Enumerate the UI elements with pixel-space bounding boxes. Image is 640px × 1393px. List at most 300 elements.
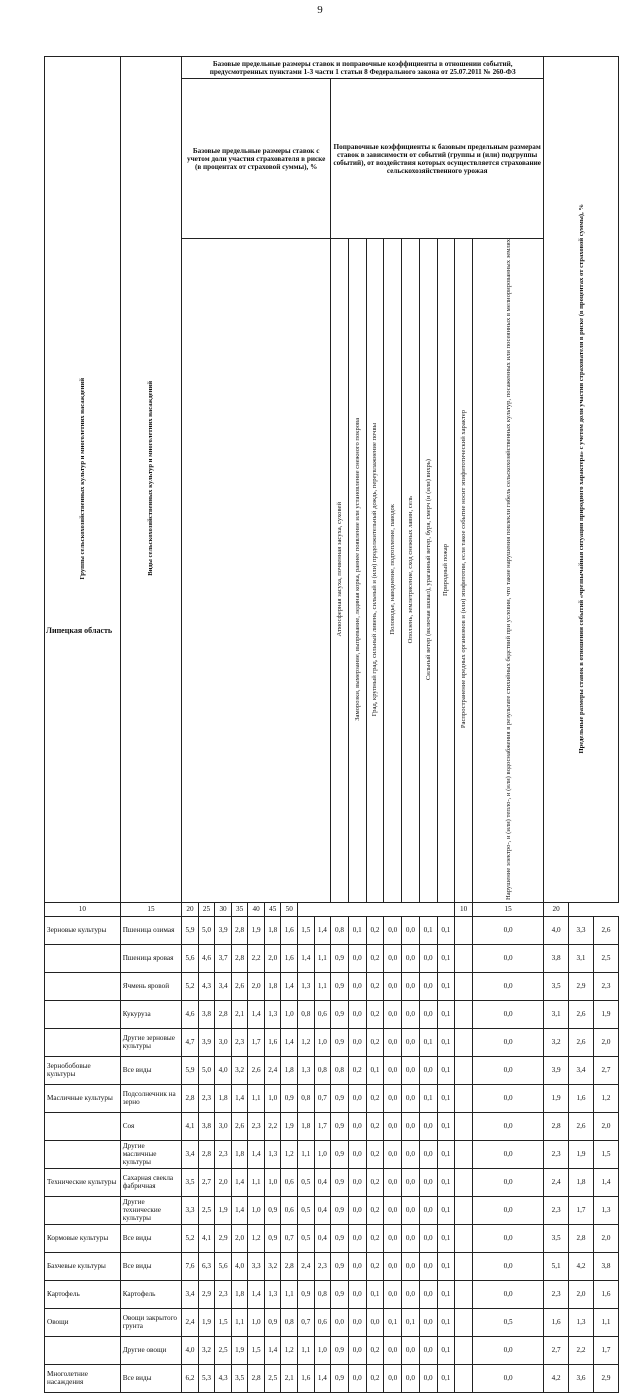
coef-cell: 0,0 bbox=[384, 916, 402, 944]
row-group bbox=[45, 972, 121, 1000]
pests-cell: 0,0 bbox=[472, 1028, 543, 1056]
limit-rate-cell: 3,6 bbox=[569, 1364, 594, 1392]
row-group: Кормовые культуры bbox=[45, 1224, 121, 1252]
limit-rate-cell: 2,3 bbox=[544, 1280, 569, 1308]
coef-cell: 0,9 bbox=[331, 1140, 349, 1168]
base-rate-cell: 0,9 bbox=[264, 1224, 281, 1252]
row-kind: Другие технические культуры bbox=[120, 1196, 182, 1224]
base-rate-cell: 2,3 bbox=[215, 1280, 232, 1308]
base-rate-cell: 0,8 bbox=[314, 1056, 331, 1084]
coef-cell: 0,2 bbox=[366, 1140, 384, 1168]
base-rate-cell: 1,6 bbox=[264, 1028, 281, 1056]
pests-cell: 0,0 bbox=[472, 1084, 543, 1112]
coef-cell: 0,0 bbox=[402, 1252, 420, 1280]
base-rate-cell: 0,6 bbox=[314, 1000, 331, 1028]
base-rate-cell: 3,4 bbox=[182, 1280, 199, 1308]
limit-rate-cell: 2,9 bbox=[593, 1364, 618, 1392]
base-rate-cell: 2,6 bbox=[231, 1112, 248, 1140]
coef-cell: 0,0 bbox=[402, 916, 420, 944]
coef-cell bbox=[455, 916, 473, 944]
row-kind: Пшеница озимая bbox=[120, 916, 182, 944]
base-rate-cell: 2,2 bbox=[248, 944, 265, 972]
coef-col-label: Распространение вредных организмов и (или) эпифитотии, если такое событие носит эпифитотический характер bbox=[460, 410, 468, 729]
limit-rate-cell: 2,0 bbox=[569, 1280, 594, 1308]
coef-cell: 0,0 bbox=[402, 1112, 420, 1140]
base-rate-cell: 2,8 bbox=[281, 1252, 298, 1280]
coef-cell: 0,1 bbox=[437, 944, 455, 972]
coef-cell: 0,8 bbox=[331, 1056, 349, 1084]
base-rate-cell: 2,5 bbox=[215, 1336, 232, 1364]
limit-rate-cell: 3,2 bbox=[544, 1028, 569, 1056]
base-rate-cell: 1,6 bbox=[281, 916, 298, 944]
base-rate-cell: 1,8 bbox=[231, 1280, 248, 1308]
coef-cell: 0,0 bbox=[348, 1028, 366, 1056]
coef-cell: 0,0 bbox=[366, 1308, 384, 1336]
base-rate-cell: 1,1 bbox=[314, 944, 331, 972]
base-rate-cell: 1,4 bbox=[314, 1364, 331, 1392]
coef-cell: 0,2 bbox=[366, 1112, 384, 1140]
header-kind: Виды сельскохозяйственных культур и многолетних насаждений bbox=[147, 381, 155, 576]
coef-cell bbox=[455, 972, 473, 1000]
table-row bbox=[45, 916, 619, 944]
coef-cell: 0,0 bbox=[419, 1168, 437, 1196]
limit-rate-cell: 4,0 bbox=[544, 916, 569, 944]
base-rate-cell: 2,1 bbox=[231, 1000, 248, 1028]
base-rate-cell: 2,4 bbox=[298, 1252, 315, 1280]
coef-col-header bbox=[366, 239, 384, 903]
coef-cell: 0,0 bbox=[402, 1280, 420, 1308]
base-rate-cell: 2,8 bbox=[215, 1000, 232, 1028]
table-row bbox=[45, 1196, 619, 1224]
base-rate-cell: 3,2 bbox=[264, 1252, 281, 1280]
limit-rate-cell: 1,7 bbox=[569, 1196, 594, 1224]
coef-cell: 0,0 bbox=[384, 1280, 402, 1308]
base-rate-cell: 1,9 bbox=[215, 1196, 232, 1224]
coef-cell: 0,0 bbox=[348, 1280, 366, 1308]
coef-cell: 0,0 bbox=[402, 1028, 420, 1056]
coef-cell bbox=[455, 1224, 473, 1252]
limit-rate-cell: 3,1 bbox=[569, 944, 594, 972]
coef-col-label: Заморозки, вымерзание, выпревание, ледяная корка, раннее появление или установление снежного покрова bbox=[353, 418, 361, 721]
base-rate-cell: 2,8 bbox=[248, 1364, 265, 1392]
coef-cell: 0,9 bbox=[331, 1112, 349, 1140]
coef-cell: 0,2 bbox=[366, 1336, 384, 1364]
coef-cell: 0,0 bbox=[402, 1000, 420, 1028]
base-rate-cell: 0,6 bbox=[281, 1196, 298, 1224]
limit-rate-cell: 1,8 bbox=[569, 1168, 594, 1196]
coef-cell: 0,9 bbox=[331, 1000, 349, 1028]
coef-cell: 0,9 bbox=[331, 1224, 349, 1252]
coef-cell: 0,0 bbox=[419, 1140, 437, 1168]
base-rate-cell: 3,3 bbox=[182, 1196, 199, 1224]
base-rate-cell: 1,8 bbox=[215, 1084, 232, 1112]
coef-cell: 0,0 bbox=[402, 1364, 420, 1392]
row-group: Овощи bbox=[45, 1308, 121, 1336]
coef-cell: 0,1 bbox=[437, 1112, 455, 1140]
coef-cell bbox=[455, 1308, 473, 1336]
base-rate-cell: 1,4 bbox=[248, 1000, 265, 1028]
limit-rate-cell: 2,0 bbox=[593, 1112, 618, 1140]
coef-cell: 0,0 bbox=[348, 1336, 366, 1364]
limit-rate-cell: 2,7 bbox=[593, 1056, 618, 1084]
coef-cell: 0,1 bbox=[437, 1336, 455, 1364]
coef-cell: 0,2 bbox=[366, 1252, 384, 1280]
base-rate-cell: 0,6 bbox=[281, 1168, 298, 1196]
coef-cell: 0,0 bbox=[348, 1308, 366, 1336]
base-rate-cell: 3,2 bbox=[231, 1056, 248, 1084]
coef-cell: 0,0 bbox=[384, 1140, 402, 1168]
coef-cell: 0,0 bbox=[402, 972, 420, 1000]
coef-cell: 0,0 bbox=[402, 1224, 420, 1252]
coef-cell: 0,0 bbox=[384, 1084, 402, 1112]
coef-cell bbox=[455, 1084, 473, 1112]
base-rate-cell: 0,9 bbox=[264, 1196, 281, 1224]
base-rate-cell: 2,2 bbox=[264, 1112, 281, 1140]
base-rate-cell: 1,6 bbox=[298, 1364, 315, 1392]
coef-cell bbox=[455, 944, 473, 972]
base-rate-cell: 3,7 bbox=[215, 944, 232, 972]
row-kind: Сахарная свекла фабричная bbox=[120, 1168, 182, 1196]
coef-cell: 0,0 bbox=[384, 1028, 402, 1056]
coef-cell: 0,0 bbox=[419, 1000, 437, 1028]
coef-cell: 0,0 bbox=[384, 1112, 402, 1140]
limit-rate-cell: 1,5 bbox=[593, 1140, 618, 1168]
coef-cell: 0,0 bbox=[419, 1308, 437, 1336]
pests-cell: 0,0 bbox=[472, 1224, 543, 1252]
limit-rate-cell: 1,6 bbox=[544, 1308, 569, 1336]
row-group: Масличные культуры bbox=[45, 1084, 121, 1112]
limit-rate-cell: 1,2 bbox=[593, 1084, 618, 1112]
base-rate-cell: 0,8 bbox=[298, 1000, 315, 1028]
base-rate-cell: 2,1 bbox=[281, 1364, 298, 1392]
coef-cell: 0,0 bbox=[348, 1364, 366, 1392]
coef-cell: 0,1 bbox=[437, 1028, 455, 1056]
coef-cell: 0,0 bbox=[348, 1168, 366, 1196]
header-base: Базовые предельные размеры ставок с учетом доли участия страхователя в риске (в процентах от страховой суммы), % bbox=[182, 79, 331, 239]
coef-cell: 0,1 bbox=[437, 1000, 455, 1028]
limit-rate-cell: 2,8 bbox=[569, 1224, 594, 1252]
table-row bbox=[45, 1308, 619, 1336]
limit-rate-cell: 2,2 bbox=[569, 1336, 594, 1364]
base-rate-cell: 2,0 bbox=[231, 1224, 248, 1252]
coef-col-header bbox=[455, 239, 473, 903]
limit-rate-cell: 2,3 bbox=[544, 1140, 569, 1168]
base-rate-cell: 1,7 bbox=[314, 1112, 331, 1140]
base-col-number: 20 bbox=[182, 902, 199, 916]
row-group bbox=[45, 1140, 121, 1168]
coef-col-header bbox=[402, 239, 420, 903]
limit-rate-cell: 2,4 bbox=[544, 1168, 569, 1196]
coef-cell: 0,2 bbox=[348, 1056, 366, 1084]
limit-rate-cell: 1,6 bbox=[569, 1084, 594, 1112]
base-rate-cell: 2,4 bbox=[264, 1056, 281, 1084]
coef-cell: 0,1 bbox=[366, 1056, 384, 1084]
base-rate-cell: 4,3 bbox=[198, 972, 215, 1000]
pests-cell: 0,0 bbox=[472, 1112, 543, 1140]
table-row bbox=[45, 1056, 619, 1084]
coef-cell bbox=[455, 1364, 473, 1392]
row-kind: Соя bbox=[120, 1112, 182, 1140]
base-rate-cell: 4,7 bbox=[182, 1028, 199, 1056]
header-coef: Поправочные коэффициенты к базовым предельным размерам ставок в зависимости от событий (группы и (или) подгруппы событий), от воздействия которых осуществляется страхование сельскохозяйственного урожая bbox=[331, 79, 544, 239]
base-rate-cell: 6,3 bbox=[198, 1252, 215, 1280]
coef-cell: 0,1 bbox=[437, 1140, 455, 1168]
row-group bbox=[45, 1000, 121, 1028]
coef-col-header bbox=[437, 239, 455, 903]
limit-rate-cell: 4,2 bbox=[544, 1364, 569, 1392]
coef-cell: 0,0 bbox=[419, 1056, 437, 1084]
base-rate-cell: 3,5 bbox=[182, 1168, 199, 1196]
rates-table bbox=[44, 56, 619, 1393]
base-rate-cell: 1,2 bbox=[281, 1140, 298, 1168]
base-rate-cell: 1,3 bbox=[298, 1056, 315, 1084]
coef-cell: 0,2 bbox=[366, 1196, 384, 1224]
row-group: Бахчевые культуры bbox=[45, 1252, 121, 1280]
limit-rate-cell: 3,3 bbox=[569, 916, 594, 944]
base-rate-cell: 1,5 bbox=[298, 916, 315, 944]
coef-cell: 0,9 bbox=[331, 1084, 349, 1112]
coef-cell: 0,1 bbox=[348, 916, 366, 944]
coef-cell: 0,0 bbox=[348, 1000, 366, 1028]
pests-cell: 0,0 bbox=[472, 1252, 543, 1280]
table-row bbox=[45, 972, 619, 1000]
limit-rate-cell: 2,6 bbox=[569, 1028, 594, 1056]
base-rate-cell: 3,3 bbox=[248, 1252, 265, 1280]
row-kind: Другие зерновые культуры bbox=[120, 1028, 182, 1056]
base-rate-cell: 2,3 bbox=[314, 1252, 331, 1280]
coef-cell bbox=[455, 1028, 473, 1056]
coef-cell: 0,1 bbox=[366, 1280, 384, 1308]
coef-cell: 0,1 bbox=[419, 1084, 437, 1112]
base-rate-cell: 2,5 bbox=[198, 1196, 215, 1224]
coef-cell: 0,0 bbox=[402, 1084, 420, 1112]
row-kind: Другие овощи bbox=[120, 1336, 182, 1364]
coef-cell: 0,1 bbox=[419, 916, 437, 944]
coef-cell: 0,1 bbox=[437, 1168, 455, 1196]
base-rate-cell: 5,3 bbox=[198, 1364, 215, 1392]
coef-cell: 0,0 bbox=[384, 1364, 402, 1392]
coef-cell: 0,0 bbox=[331, 1308, 349, 1336]
pests-cell: 0,0 bbox=[472, 972, 543, 1000]
base-rate-cell: 2,0 bbox=[215, 1168, 232, 1196]
base-col-number: 10 bbox=[45, 902, 121, 916]
limit-rate-cell: 1,9 bbox=[569, 1140, 594, 1168]
coef-cell: 0,9 bbox=[331, 1168, 349, 1196]
limit-rate-cell: 1,6 bbox=[593, 1280, 618, 1308]
coef-cell: 0,2 bbox=[366, 1364, 384, 1392]
base-rate-cell: 1,9 bbox=[248, 916, 265, 944]
row-group bbox=[45, 1336, 121, 1364]
coef-cell: 0,0 bbox=[419, 1224, 437, 1252]
base-rate-cell: 2,5 bbox=[264, 1364, 281, 1392]
row-group: Зернобобовые культуры bbox=[45, 1056, 121, 1084]
base-rate-cell: 3,5 bbox=[231, 1364, 248, 1392]
limit-rate-cell: 2,5 bbox=[593, 944, 618, 972]
coef-col-header bbox=[331, 239, 349, 903]
base-rate-cell: 1,3 bbox=[264, 1000, 281, 1028]
base-rate-cell: 1,4 bbox=[231, 1084, 248, 1112]
coef-cell: 0,1 bbox=[437, 1280, 455, 1308]
header-limit: Предельные размеры ставок в отношении событий «чрезвычайная ситуация природного характера» с учетом доли участия страхователя в риске (в процентах от страховой суммы), % bbox=[577, 203, 585, 754]
limit-rate-cell: 2,6 bbox=[569, 1000, 594, 1028]
base-rate-cell: 3,4 bbox=[182, 1140, 199, 1168]
base-rate-cell: 3,0 bbox=[215, 1112, 232, 1140]
row-kind: Все виды bbox=[120, 1224, 182, 1252]
base-rate-cell: 2,0 bbox=[264, 944, 281, 972]
table-row bbox=[45, 1224, 619, 1252]
base-rate-cell: 1,0 bbox=[314, 1140, 331, 1168]
base-rate-cell: 0,4 bbox=[314, 1168, 331, 1196]
row-kind: Кукуруза bbox=[120, 1000, 182, 1028]
coef-cell: 0,1 bbox=[437, 916, 455, 944]
base-rate-cell: 1,2 bbox=[248, 1224, 265, 1252]
coef-cell: 0,1 bbox=[437, 1224, 455, 1252]
base-rate-cell: 2,4 bbox=[182, 1308, 199, 1336]
base-rate-cell: 1,8 bbox=[281, 1056, 298, 1084]
coef-cell: 0,0 bbox=[348, 1112, 366, 1140]
coef-cell: 0,1 bbox=[437, 972, 455, 1000]
base-rate-cell: 4,6 bbox=[182, 1000, 199, 1028]
base-rate-cell: 1,9 bbox=[198, 1308, 215, 1336]
coef-cell: 0,2 bbox=[366, 1224, 384, 1252]
base-rate-cell: 1,9 bbox=[231, 1336, 248, 1364]
base-rate-cell: 0,4 bbox=[314, 1224, 331, 1252]
coef-cell: 0,0 bbox=[419, 972, 437, 1000]
pests-cell: 0,0 bbox=[472, 1280, 543, 1308]
base-rate-cell: 2,7 bbox=[198, 1168, 215, 1196]
coef-cell: 0,0 bbox=[384, 1056, 402, 1084]
row-group bbox=[45, 1028, 121, 1056]
base-rate-cell: 1,1 bbox=[248, 1168, 265, 1196]
base-rate-cell: 1,4 bbox=[264, 1336, 281, 1364]
coef-cell: 0,0 bbox=[384, 1336, 402, 1364]
table-row bbox=[45, 944, 619, 972]
limit-rate-cell: 1,3 bbox=[569, 1308, 594, 1336]
base-col-number: 30 bbox=[215, 902, 232, 916]
row-kind: Все виды bbox=[120, 1364, 182, 1392]
base-rate-cell: 0,7 bbox=[298, 1308, 315, 1336]
coef-cell: 0,9 bbox=[331, 1252, 349, 1280]
limit-rate-cell: 2,0 bbox=[593, 1028, 618, 1056]
base-rate-cell: 1,4 bbox=[281, 1028, 298, 1056]
base-rate-cell: 2,3 bbox=[198, 1084, 215, 1112]
coef-cell bbox=[455, 1140, 473, 1168]
coef-cell: 0,9 bbox=[331, 1364, 349, 1392]
limit-rate-cell: 3,5 bbox=[544, 1224, 569, 1252]
limit-col-number: 20 bbox=[544, 902, 569, 916]
base-rate-cell: 2,8 bbox=[231, 944, 248, 972]
coef-cell: 0,1 bbox=[437, 1252, 455, 1280]
row-kind: Все виды bbox=[120, 1056, 182, 1084]
base-rate-cell: 1,4 bbox=[248, 1280, 265, 1308]
base-rate-cell: 0,5 bbox=[298, 1168, 315, 1196]
coef-cell bbox=[455, 1056, 473, 1084]
base-rate-cell: 5,6 bbox=[182, 944, 199, 972]
base-rate-cell: 2,9 bbox=[215, 1224, 232, 1252]
pests-cell: 0,0 bbox=[472, 944, 543, 972]
row-kind: Все виды bbox=[120, 1252, 182, 1280]
page-number: 9 bbox=[317, 4, 323, 16]
pests-cell: 0,0 bbox=[472, 1364, 543, 1392]
pests-col-label: Нарушение электро-, и (или) тепло-, и (или) водоснабжения в результате стихийных бедствий при условии, что такие нарушения повлекли гибель сельскохозяйственных культур, посаженных или посеянных в мелиорированных землях bbox=[504, 239, 512, 900]
base-rate-cell: 2,8 bbox=[198, 1140, 215, 1168]
coef-cell: 0,2 bbox=[366, 916, 384, 944]
base-rate-cell: 0,4 bbox=[314, 1196, 331, 1224]
base-rate-cell: 2,3 bbox=[215, 1140, 232, 1168]
coef-cell bbox=[455, 1112, 473, 1140]
base-rate-cell: 4,0 bbox=[182, 1336, 199, 1364]
base-rate-cell: 1,0 bbox=[281, 1000, 298, 1028]
limit-rate-cell: 3,4 bbox=[569, 1056, 594, 1084]
coef-cell: 0,2 bbox=[366, 944, 384, 972]
coef-cell: 0,2 bbox=[366, 1028, 384, 1056]
coef-cell: 0,0 bbox=[402, 1056, 420, 1084]
base-rate-cell: 1,4 bbox=[298, 944, 315, 972]
base-rate-cell: 0,9 bbox=[264, 1308, 281, 1336]
base-rate-cell: 4,6 bbox=[198, 944, 215, 972]
base-rate-cell: 4,0 bbox=[215, 1056, 232, 1084]
base-rate-cell: 1,9 bbox=[281, 1112, 298, 1140]
base-rate-cell: 5,9 bbox=[182, 1056, 199, 1084]
base-rate-cell: 2,6 bbox=[248, 1056, 265, 1084]
row-kind: Овощи закрытого грунта bbox=[120, 1308, 182, 1336]
base-rate-cell: 2,6 bbox=[231, 972, 248, 1000]
coef-cell: 0,1 bbox=[402, 1308, 420, 1336]
coef-cell bbox=[455, 1168, 473, 1196]
base-rate-cell: 1,5 bbox=[248, 1336, 265, 1364]
base-rate-cell: 1,4 bbox=[248, 1140, 265, 1168]
limit-rate-cell: 3,8 bbox=[593, 1252, 618, 1280]
table-row bbox=[45, 1364, 619, 1392]
coef-cell bbox=[455, 1000, 473, 1028]
coef-cell: 0,0 bbox=[419, 1364, 437, 1392]
coef-cell: 0,0 bbox=[348, 1084, 366, 1112]
row-group bbox=[45, 1112, 121, 1140]
limit-rate-cell: 3,9 bbox=[544, 1056, 569, 1084]
base-col-number: 50 bbox=[281, 902, 298, 916]
limit-rate-cell: 2,3 bbox=[593, 972, 618, 1000]
coef-cell: 0,9 bbox=[331, 944, 349, 972]
limit-rate-cell: 1,4 bbox=[593, 1168, 618, 1196]
base-rate-cell: 2,3 bbox=[248, 1112, 265, 1140]
coef-cell: 0,0 bbox=[402, 1196, 420, 1224]
limit-rate-cell: 1,9 bbox=[593, 1000, 618, 1028]
coef-col-label: Половодье, наводнение, подтопление, паводок bbox=[389, 504, 397, 635]
base-rate-cell: 2,3 bbox=[231, 1028, 248, 1056]
base-rate-cell: 1,1 bbox=[298, 1336, 315, 1364]
coef-cell: 0,1 bbox=[437, 1308, 455, 1336]
base-rate-cell: 3,8 bbox=[198, 1000, 215, 1028]
base-rate-cell: 1,6 bbox=[281, 944, 298, 972]
limit-rate-cell: 2,0 bbox=[593, 1224, 618, 1252]
row-kind: Ячмень яровой bbox=[120, 972, 182, 1000]
base-rate-cell: 3,8 bbox=[198, 1112, 215, 1140]
limit-rate-cell: 3,1 bbox=[544, 1000, 569, 1028]
coef-cell bbox=[455, 1336, 473, 1364]
coef-cell: 0,0 bbox=[402, 944, 420, 972]
coef-cell: 0,0 bbox=[348, 944, 366, 972]
base-col-number: 40 bbox=[248, 902, 265, 916]
coef-cell: 0,9 bbox=[331, 1336, 349, 1364]
base-rate-cell: 5,6 bbox=[215, 1252, 232, 1280]
header-group: Группы сельскохозяйственных культур и многолетних насаждений bbox=[78, 377, 86, 580]
base-rate-cell: 6,2 bbox=[182, 1364, 199, 1392]
coef-cell: 0,0 bbox=[384, 1000, 402, 1028]
base-rate-cell: 1,0 bbox=[264, 1084, 281, 1112]
base-rate-cell: 1,0 bbox=[314, 1336, 331, 1364]
base-rate-cell: 5,2 bbox=[182, 1224, 199, 1252]
coef-cell: 0,0 bbox=[419, 1280, 437, 1308]
